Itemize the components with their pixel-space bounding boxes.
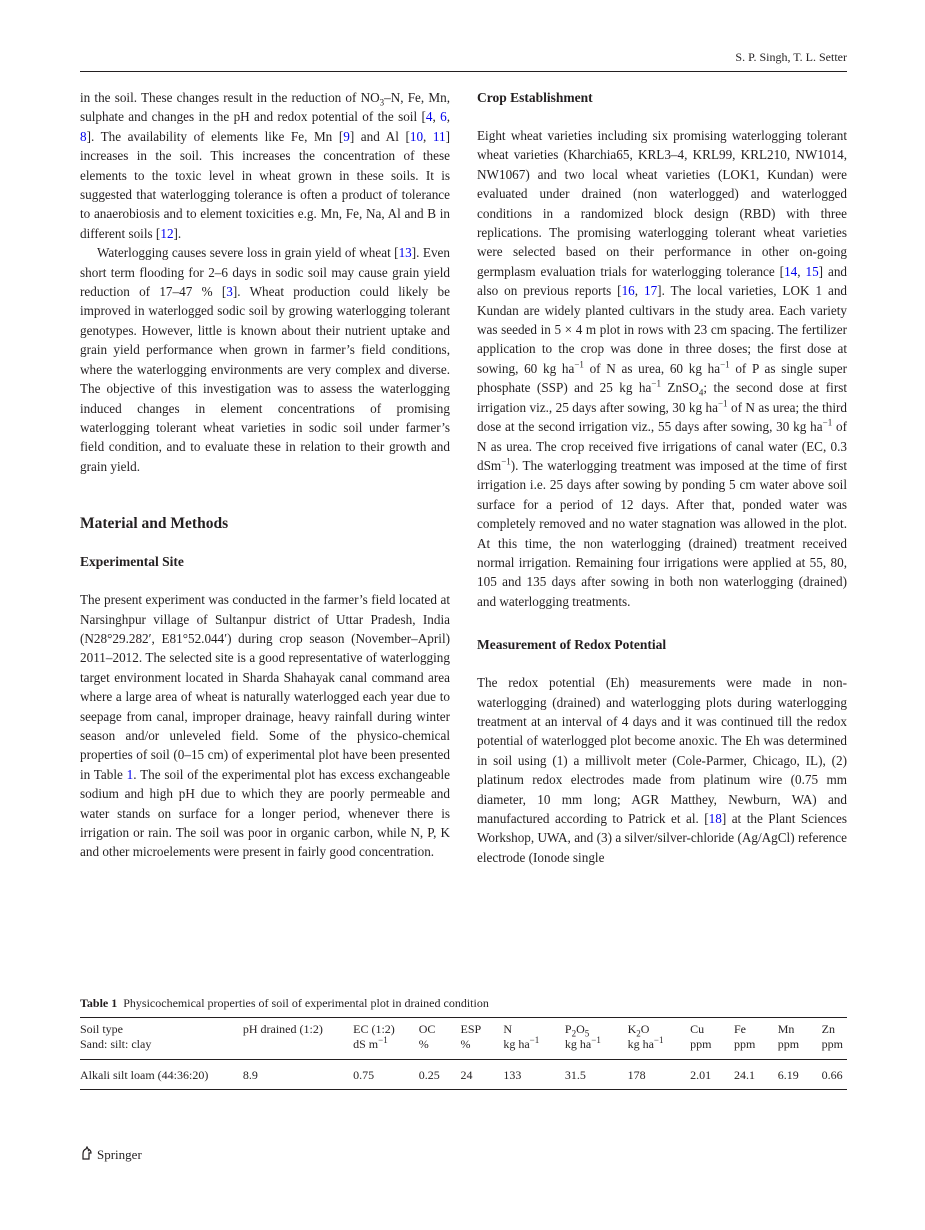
table-cell: 6.19 bbox=[777, 1068, 799, 1082]
column-header: pH drained (1:2) bbox=[242, 1022, 323, 1036]
right-column bbox=[477, 88, 847, 867]
citation-link[interactable]: 12 bbox=[160, 225, 174, 241]
column-header: ESP % bbox=[460, 1022, 482, 1051]
subsection-heading: Crop Establishment bbox=[477, 90, 593, 105]
citation-link[interactable]: 4 bbox=[425, 109, 433, 125]
citation-link[interactable]: 11 bbox=[432, 128, 446, 144]
table-cell: 8.9 bbox=[242, 1068, 258, 1082]
header-rule bbox=[80, 71, 847, 72]
springer-horse-icon bbox=[80, 1146, 94, 1164]
paragraph: in the soil. These changes result in the reduction of $NO_3-N$, Fe, Mn, sulphate and changes in the pH and redox potential of the soil [4, 6, 8]. The availability of elements like Fe, Mn [9] and Al [10, 11] increases in the soil. This increases the concentration of these elements to the toxic level in wheat grown in these soils. It is suggested that waterlogging tolerance is often a product of tolerance to anaerobiosis and to element toxicities e.g. Mn, Fe, Na, Al and B in different soils [12]. bbox=[80, 90, 451, 241]
column-header: Cu ppm bbox=[690, 1022, 712, 1051]
column-header: $K_2O$ kg $ha^{-1}$ bbox=[627, 1022, 664, 1051]
subsection-heading: Measurement of Redox Potential bbox=[477, 637, 667, 653]
column-header: Zn ppm bbox=[821, 1022, 843, 1051]
table-cell: Alkali silt loam (44:36:20) bbox=[80, 1068, 209, 1082]
publisher-name: Springer bbox=[97, 1147, 142, 1162]
column-header: OC % bbox=[418, 1022, 436, 1051]
table-caption: Table 1 Physicochemical properties of soil of experimental plot in drained condition bbox=[80, 996, 489, 1010]
citation-link[interactable]: 17 bbox=[643, 283, 658, 299]
table-cell: 0.66 bbox=[821, 1068, 843, 1082]
table-cell: 31.5 bbox=[564, 1068, 586, 1082]
citation-link[interactable]: 14 bbox=[784, 263, 798, 279]
paragraph: Waterlogging causes severe loss in grain yield of wheat [13]. Even short term flooding for 2–6 days in sodic soil may cause grain yield reduction of 17–47 % [3]. Wheat production could likely be improved in waterlogged sodic soil by growing waterlogging tolerant genotypes. However, little is known about their nutrient uptake and grain yield performance when grown in farmer’s field conditions, where the waterlogging environments are very complex and diverse. The objective of this investigation was to assess the waterlogging induced changes in element concentrations of promising waterlogging tolerant wheat varieties in sodic soil under farmer’s field condition, and to evaluate these in relation to their growth and grain yield. bbox=[80, 245, 450, 474]
citation-link[interactable]: 16 bbox=[621, 283, 635, 299]
table-row bbox=[80, 1060, 847, 1090]
column-header: N kg $ha^{-1}$ bbox=[503, 1022, 540, 1051]
citation-link[interactable]: 13 bbox=[398, 245, 412, 261]
soil-properties-table bbox=[80, 1017, 847, 1090]
subsection-heading: Experimental Site bbox=[80, 554, 184, 570]
column-header: Soil type Sand: silt: clay bbox=[80, 1022, 152, 1051]
citation-link[interactable]: 6 bbox=[440, 109, 447, 125]
column-header: EC (1:2) dS $m^{-1}$ bbox=[353, 1022, 395, 1051]
paragraph: Eight wheat varieties including six promising waterlogging tolerant wheat varieties (Kharchia65, KRL3–4, KRL99, KRL210, NW1014, NW1067) and two local wheat varieties (LOK1, Kundan) were evaluated under drained (non waterlogged) and waterlogged conditions in a randomized block design (RBD) with three replications. The promising waterlogging tolerant wheat varieties were selected based on their performance in other on-going germplasm evaluation trials for waterlogging tolerance [14, 15] and also on previous reports [16, 17]. The local varieties, LOK 1 and Kundan are widely planted cultivars in the study area. Each variety was seeded in 5 × 4 m plot in rows with 23 cm spacing. The fertilizer application to the crop was done in three doses; the first dose at sowing, 60 kg $ha^{-1}$ of N as urea, 60 kg $ha^{-1}$ of P as single super phosphate (SSP) and 25 kg $ha^{-1}$ ZnSO$_4$; the second dose at first irrigation viz., 25 days after sowing, 30 kg $ha^{-1}$ of N as urea; the third dose at the second irrigation viz., 55 days after sowing, 30 kg $ha^{-1}$ of N as urea. The crop received five irrigations of canal water (EC, 0.3 dSm$^{-1}$). The waterlogging treatment was imposed at the time of first irrigation i.e. 25 days after sowing by ponding 5 cm water above soil surface for a period of 12 days. After that, ponded water was completely removed and no water stagnation was allowed in the plot. At this time, the non waterlogging (drained) treatment received normal irrigation. Remaining four irrigations were applied at 55, 80, 105 and 135 days after sowing in both non waterlogging (drained) and waterlogging treatments. bbox=[477, 128, 848, 609]
page-footer bbox=[80, 1146, 142, 1164]
citation-link[interactable]: 15 bbox=[805, 263, 819, 279]
table-cell: 0.75 bbox=[353, 1068, 375, 1082]
left-column bbox=[80, 88, 450, 862]
table-cell: 133 bbox=[503, 1068, 522, 1082]
section-heading: Material and Methods bbox=[80, 515, 229, 533]
citation-link[interactable]: 3 bbox=[226, 284, 233, 300]
running-header: S. P. Singh, T. L. Setter bbox=[735, 50, 847, 64]
citation-link[interactable]: 10 bbox=[409, 128, 424, 144]
table-link[interactable]: 1 bbox=[126, 766, 134, 782]
citation-link[interactable]: 8 bbox=[80, 128, 87, 144]
table-1 bbox=[80, 996, 847, 1090]
table-cell: 0.25 bbox=[418, 1068, 440, 1082]
paragraph: The present experiment was conducted in the farmer’s field located at Narsinghpur village of Sultanpur district of Uttar Pradesh, India (N28°29.282′, E81°52.044′) during crop season (November–April) 2011–2012. The selected site is a good representative of waterlogging target environment located in Sharda Shahayak canal command area where a large area of wheat is naturally waterlogged each year due to seepage from canal, improper drainage, heavy rainfall during winter season and/or unleveled field. Some of the physico-chemical properties of soil (0–15 cm) of experimental plot have been presented in Table 1. The soil of the experimental plot has excess exchangeable sodium and high pH due to which they are poorly permeable and water stands on surface for a longer period, whenever there is irrigation or rain. The soil was poor in organic carbon, while N, P, K and other microelements were present in fairly good concentration. bbox=[80, 592, 451, 860]
column-header: Mn ppm bbox=[777, 1022, 800, 1051]
table-cell: 2.01 bbox=[690, 1068, 712, 1082]
paragraph: The redox potential (Eh) measurements were made in non-waterlogging (drained) and waterlogging plots during waterlogging treatment at an interval of 4 days and it was continued till the redox potential of waterlogged plot become anoxic. The Eh was determined in soil using (1) a millivolt meter (Cole-Parmer, Chicago, IL), (2) platinum redox electrodes made from platinum wire (0.75 mm diameter, 10 mm long; AGR Matthey, Newburn, WA) and manufactured according to Patrick et al. [18] at the Plant Sciences Workshop, UWA, and (3) a silver/silver-chloride (Ag/AgCl) reference electrode (Ionode single bbox=[477, 675, 847, 865]
table-cell: 178 bbox=[627, 1068, 646, 1082]
table-cell: 24 bbox=[460, 1068, 473, 1082]
citation-link[interactable]: 18 bbox=[708, 811, 722, 826]
column-header: $P_2O_5$ kg $ha^{-1}$ bbox=[564, 1022, 601, 1051]
citation-link[interactable]: 9 bbox=[343, 128, 350, 144]
column-header: Fe ppm bbox=[733, 1022, 756, 1051]
table-header-row bbox=[80, 1018, 847, 1060]
table-cell: 24.1 bbox=[733, 1068, 755, 1082]
